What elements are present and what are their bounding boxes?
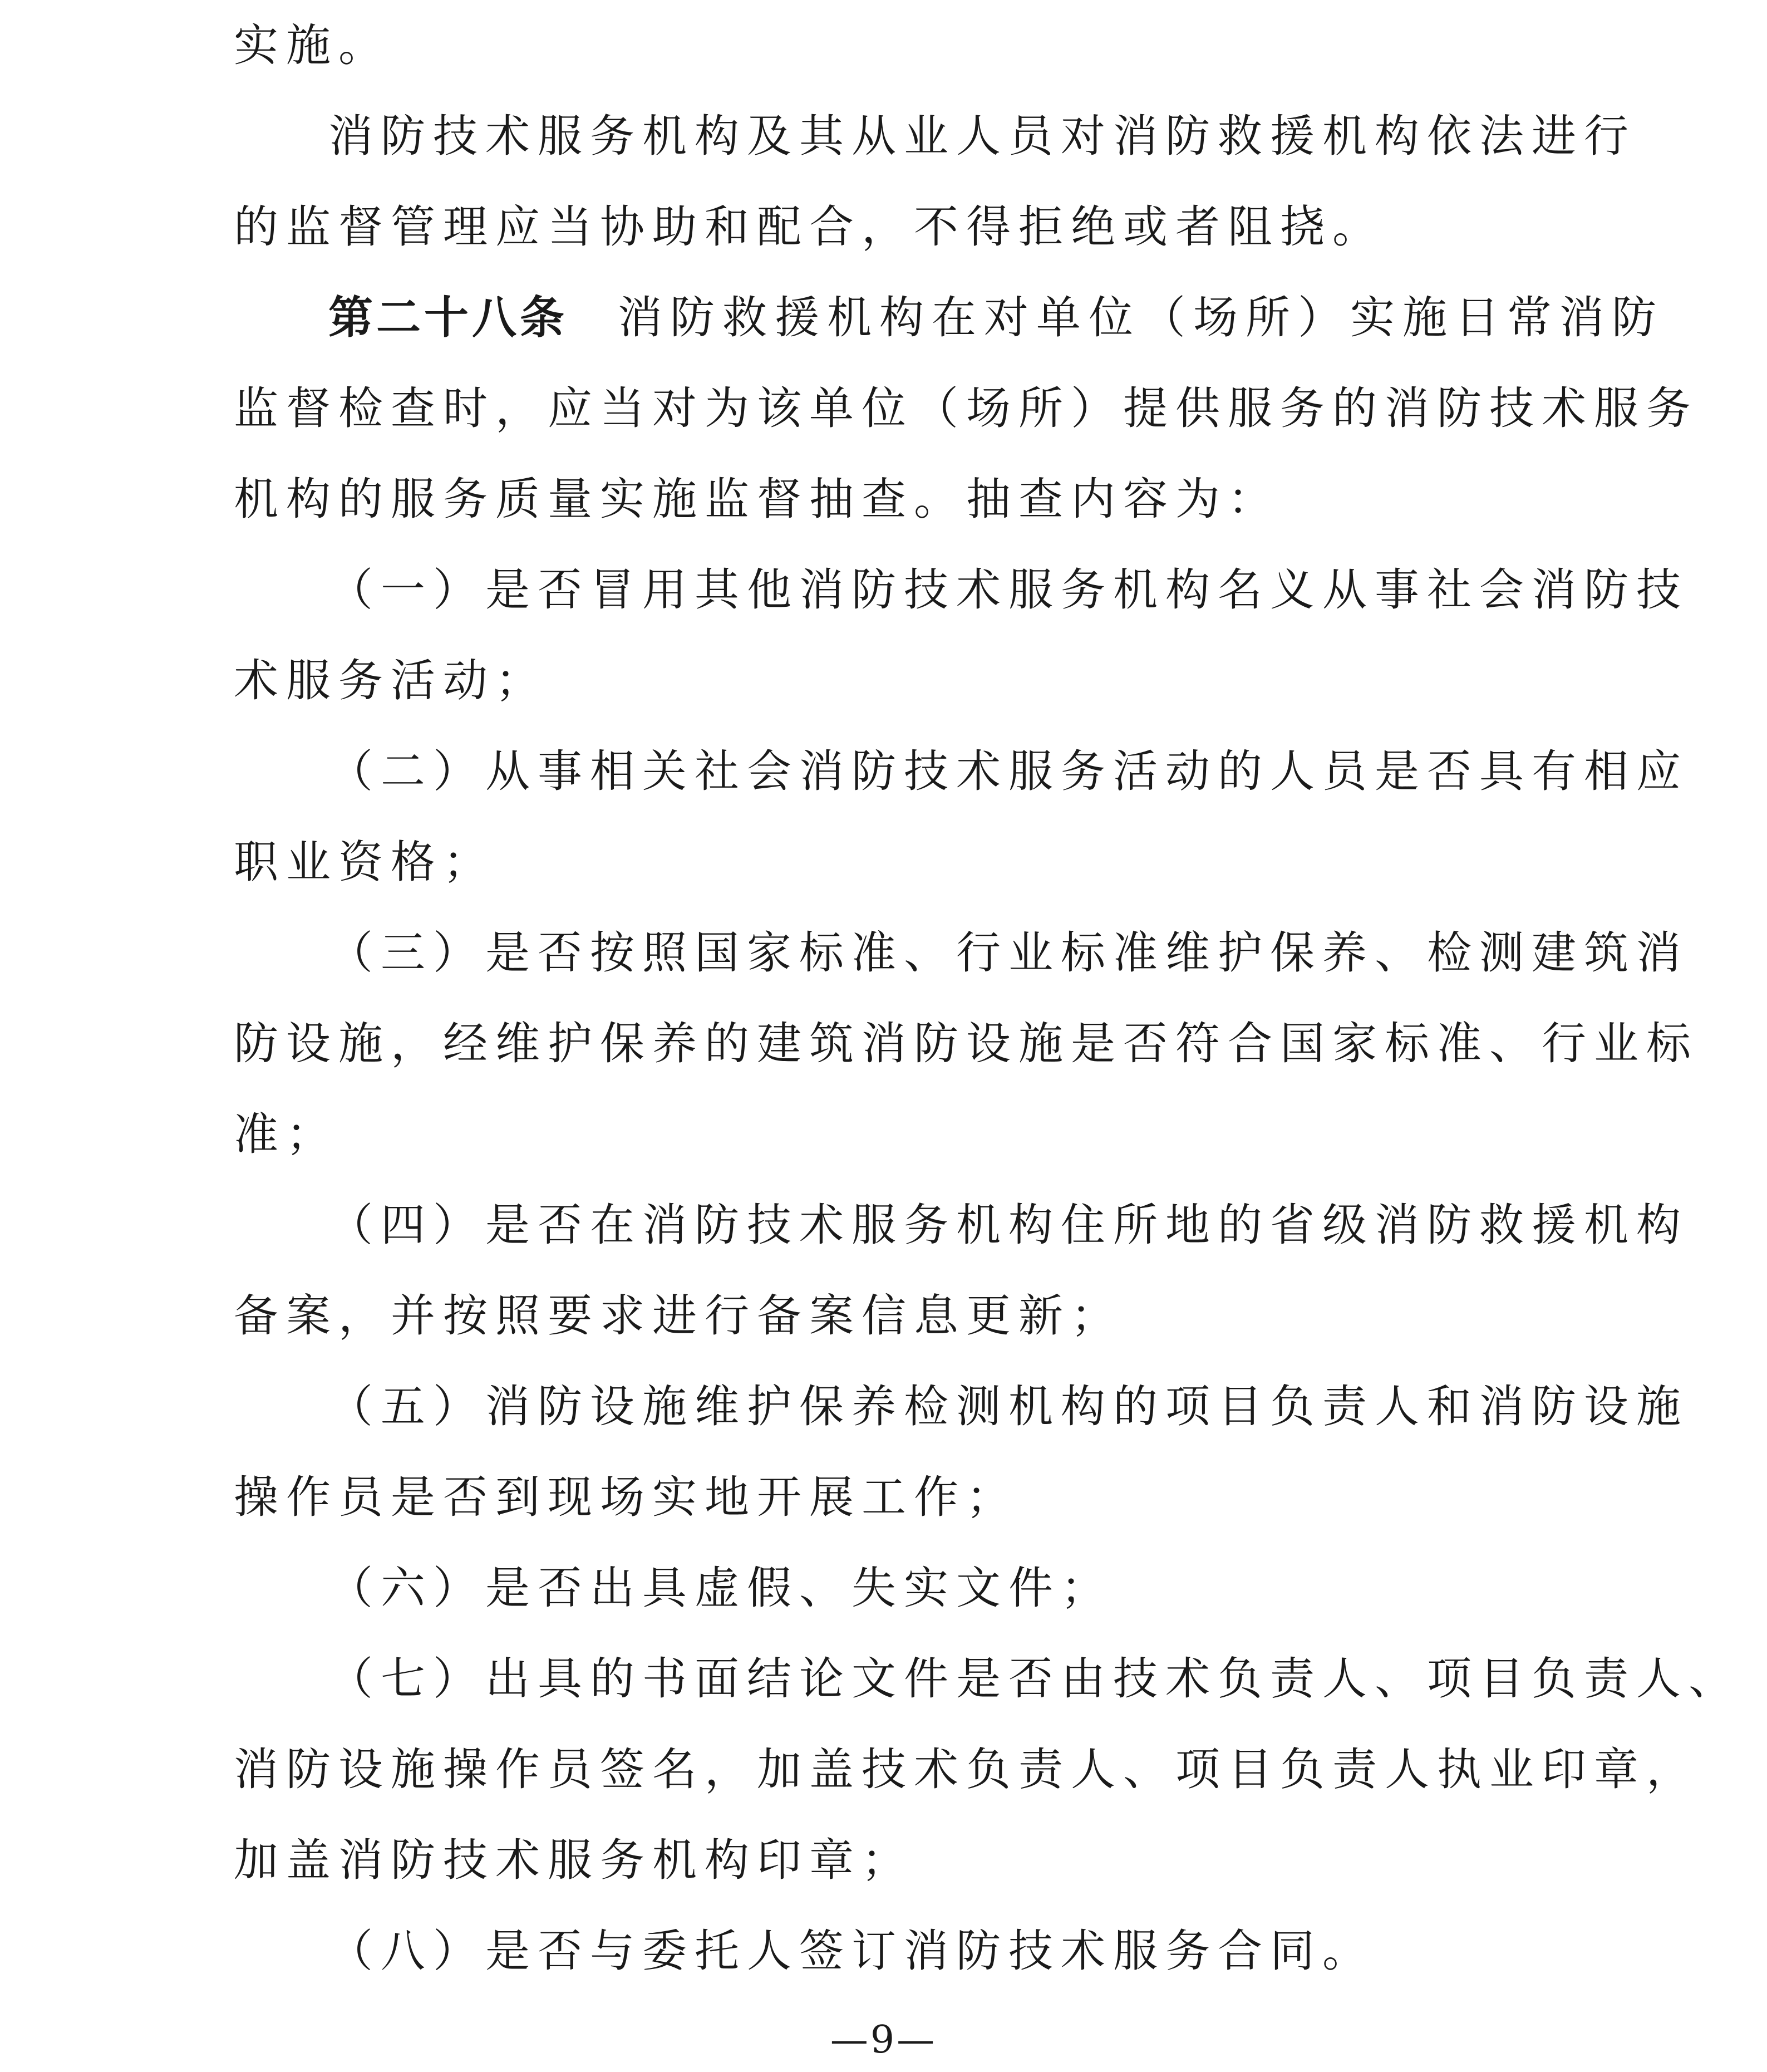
list-item-line: （二）从事相关社会消防技术服务活动的人员是否具有相应 [328,745,1689,797]
paragraph-line: 机构的服务质量实施监督抽查。抽查内容为： [234,473,1280,525]
document-body [234,0,1741,1996]
article-first-line [234,272,1664,363]
list-item-line: （三）是否按照国家标准、行业标准维护保养、检测建筑消 [328,927,1689,979]
list-item-line: 消防设施操作员签名，加盖技术负责人、项目负责人执业印章， [234,1744,1699,1795]
list-item-line: 加盖消防技术服务机构印章； [234,1834,914,1886]
paragraph-line: 的监督管理应当协助和配合，不得拒绝或者阻挠。 [234,201,1385,253]
paragraph-line: 消防技术服务机构及其从业人员对消防救援机构依法进行 [328,110,1636,162]
article-heading: 第二十八条 [328,292,568,343]
paragraph-line: 监督检查时，应当对为该单位（场所）提供服务的消防技术服务 [234,382,1699,434]
list-item-line: 备案，并按照要求进行备案信息更新； [234,1290,1123,1342]
list-item-line: 操作员是否到现场实地开展工作； [234,1471,1018,1523]
article-first-line-text: 消防救援机构在对单位（场所）实施日常消防 [618,292,1664,343]
list-item-line: 准； [234,1108,338,1160]
list-item-line: 术服务活动； [234,655,548,706]
list-item-line: （六）是否出具虚假、失实文件； [328,1562,1113,1614]
list-item-line: （四）是否在消防技术服务机构住所地的省级消防救援机构 [328,1199,1689,1251]
list-item-line: 职业资格； [234,836,495,888]
list-item-line: （七）出具的书面结论文件是否由技术负责人、项目负责人、 [328,1653,1741,1705]
paragraph-line: 实施。 [234,19,391,71]
list-item-line: （五）消防设施维护保养检测机构的项目负责人和消防设施 [328,1381,1689,1432]
list-item-line: （一）是否冒用其他消防技术服务机构名义从事社会消防技 [328,564,1689,616]
list-item-line: （八）是否与委托人签订消防技术服务合同。 [328,1925,1375,1977]
page-number: —9— [830,2018,937,2062]
list-item-line: 防设施，经维护保养的建筑消防设施是否符合国家标准、行业标 [234,1018,1699,1069]
